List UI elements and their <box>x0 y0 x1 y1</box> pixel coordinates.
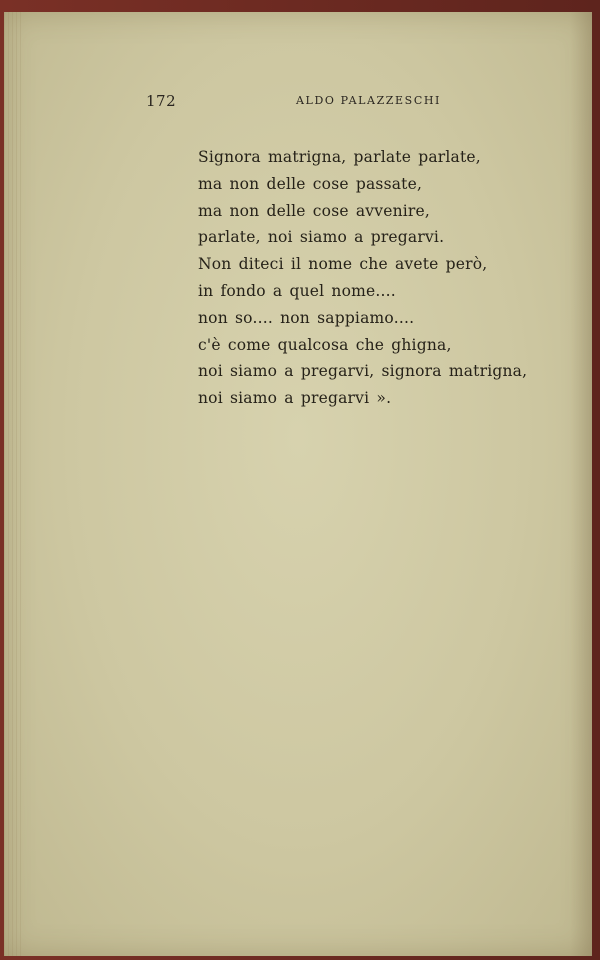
poem-line: Signora matrigna, parlate parlate, <box>198 148 481 166</box>
poem-line: parlate, noi siamo a pregarvi. <box>198 228 445 247</box>
poem-line: ma non delle cose avvenire, <box>198 201 431 220</box>
page-stack-edge <box>4 12 24 956</box>
page-header <box>146 92 446 114</box>
poem-line: in fondo a quel nome.... <box>198 281 396 300</box>
poem-line: non so.... non sappiamo.... <box>198 308 415 327</box>
poem-text <box>198 144 578 412</box>
poem-line: ma non delle cose passate, <box>198 174 423 193</box>
poem-line: c'è come qualcosa che ghigna, <box>198 335 452 354</box>
poem-line: noi siamo a pregarvi ». <box>198 389 392 408</box>
poem-line: Non diteci il nome che avete però, <box>198 255 488 274</box>
running-head: ALDO PALAZZESCHI <box>296 94 441 107</box>
poem-line: noi siamo a pregarvi, signora matrigna, <box>198 362 528 381</box>
page-number: 172 <box>146 92 177 110</box>
